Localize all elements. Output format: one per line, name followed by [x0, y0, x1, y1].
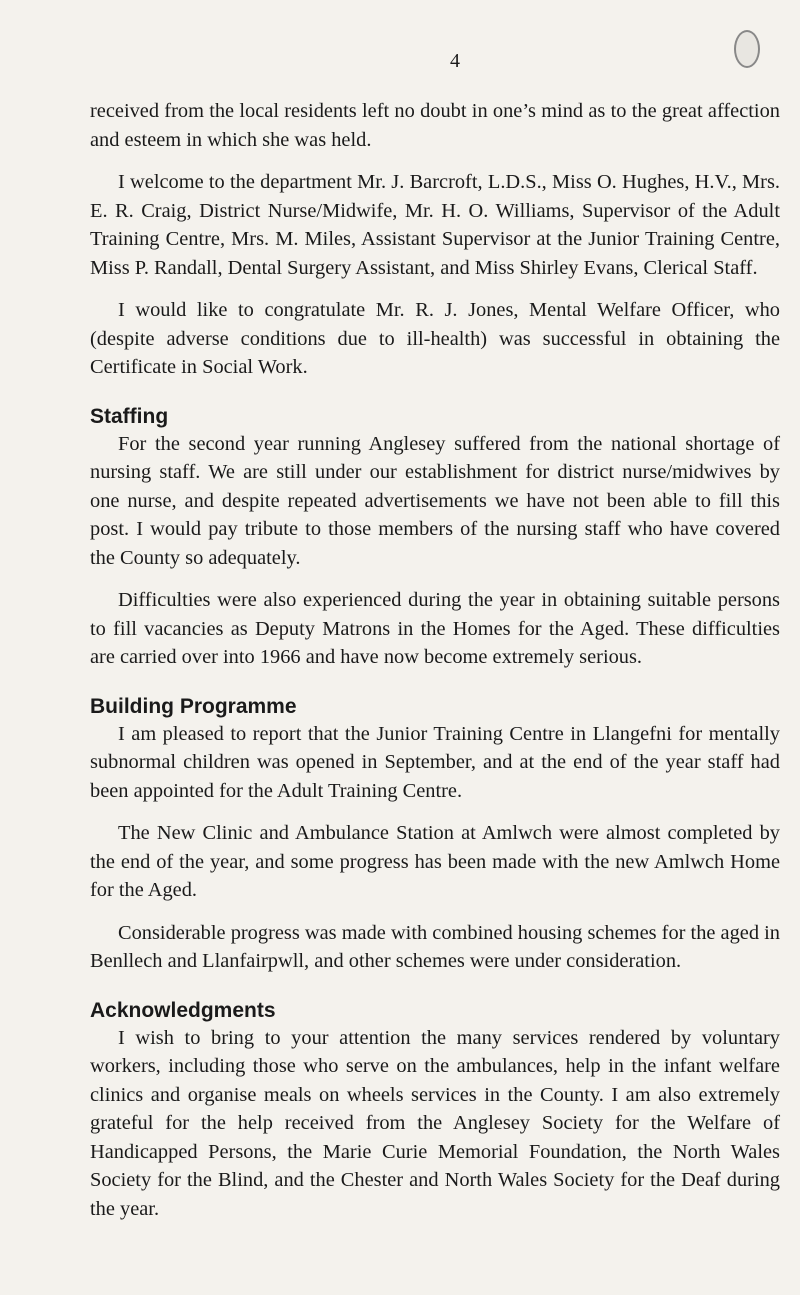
- paragraph-building-housing: Considerable progress was made with combined housing schemes for the aged in Benllech and Llanfairpwll, and other schemes were under consideration.: [90, 921, 780, 972]
- paragraph-congratulate: I would like to congratulate Mr. R. J. Jones, Mental Welfare Officer, who (despite adverse conditions due to ill-health) was successful in obtaining the Certificate in Social Work.: [90, 299, 780, 378]
- paragraph-staffing-matrons: Difficulties were also experienced during the year in obtaining suitable persons to fill vacancies as Deputy Matrons in the Homes for the Aged. These difficulties are carried over into 1966 and have now become extremely serious.: [90, 589, 780, 668]
- paragraph-building-training-centre: I am pleased to report that the Junior Training Centre in Llangefni for mentally subnormal children was opened in September, and at the end of the year staff had been appointed for the Adult Training Centre.: [90, 722, 780, 802]
- paragraph-welcome: I welcome to the department Mr. J. Barcroft, L.D.S., Miss O. Hughes, H.V., Mrs. E. R. Craig, District Nurse/Midwife, Mr. H. O. Williams, Supervisor of the Adult Training Centre, Mrs. M. Miles, Assistant Supervisor at the Junior Training Centre, Miss P. Randall, Dental Surgery Assistant, and Miss Shirley Evans, Clerical Staff.: [90, 171, 780, 279]
- paragraph-building-clinic: The New Clinic and Ambulance Station at Amlwch were almost completed by the end of the year, and some progress has been made with the new Amlwch Home for the Aged.: [90, 822, 780, 901]
- paragraph-residents: received from the local residents left no doubt in one’s mind as to the great affection and esteem in which she was held.: [90, 100, 780, 151]
- paragraph-acknowledgments: I wish to bring to your attention the many services rendered by voluntary workers, including those who serve on the ambulances, help in the infant welfare clinics and organise meals on wheels services in the County. I am also extremely grateful for the help received from the Anglesey Society for the Welfare of Handicapped Persons, the Marie Curie Memorial Foundation, the North Wales Society for the Blind, and the Chester and North Wales Society for the Deaf during the year.: [90, 1026, 780, 1220]
- page-number: 4: [450, 50, 460, 72]
- heading-building-programme: Building Programme: [90, 694, 297, 718]
- paragraph-staffing-nursing: For the second year running Anglesey suffered from the national shortage of nursing staff. We are still under our establishment for district nurse/midwives by one nurse, and despite repeated advertisements we have not been able to fill this post. I would pay tribute to those members of the nursing staff who have covered the County so adequately.: [90, 432, 780, 569]
- heading-acknowledgments: Acknowledgments: [90, 998, 276, 1022]
- document-page: [90, 50, 780, 1237]
- heading-staffing: Staffing: [90, 404, 169, 428]
